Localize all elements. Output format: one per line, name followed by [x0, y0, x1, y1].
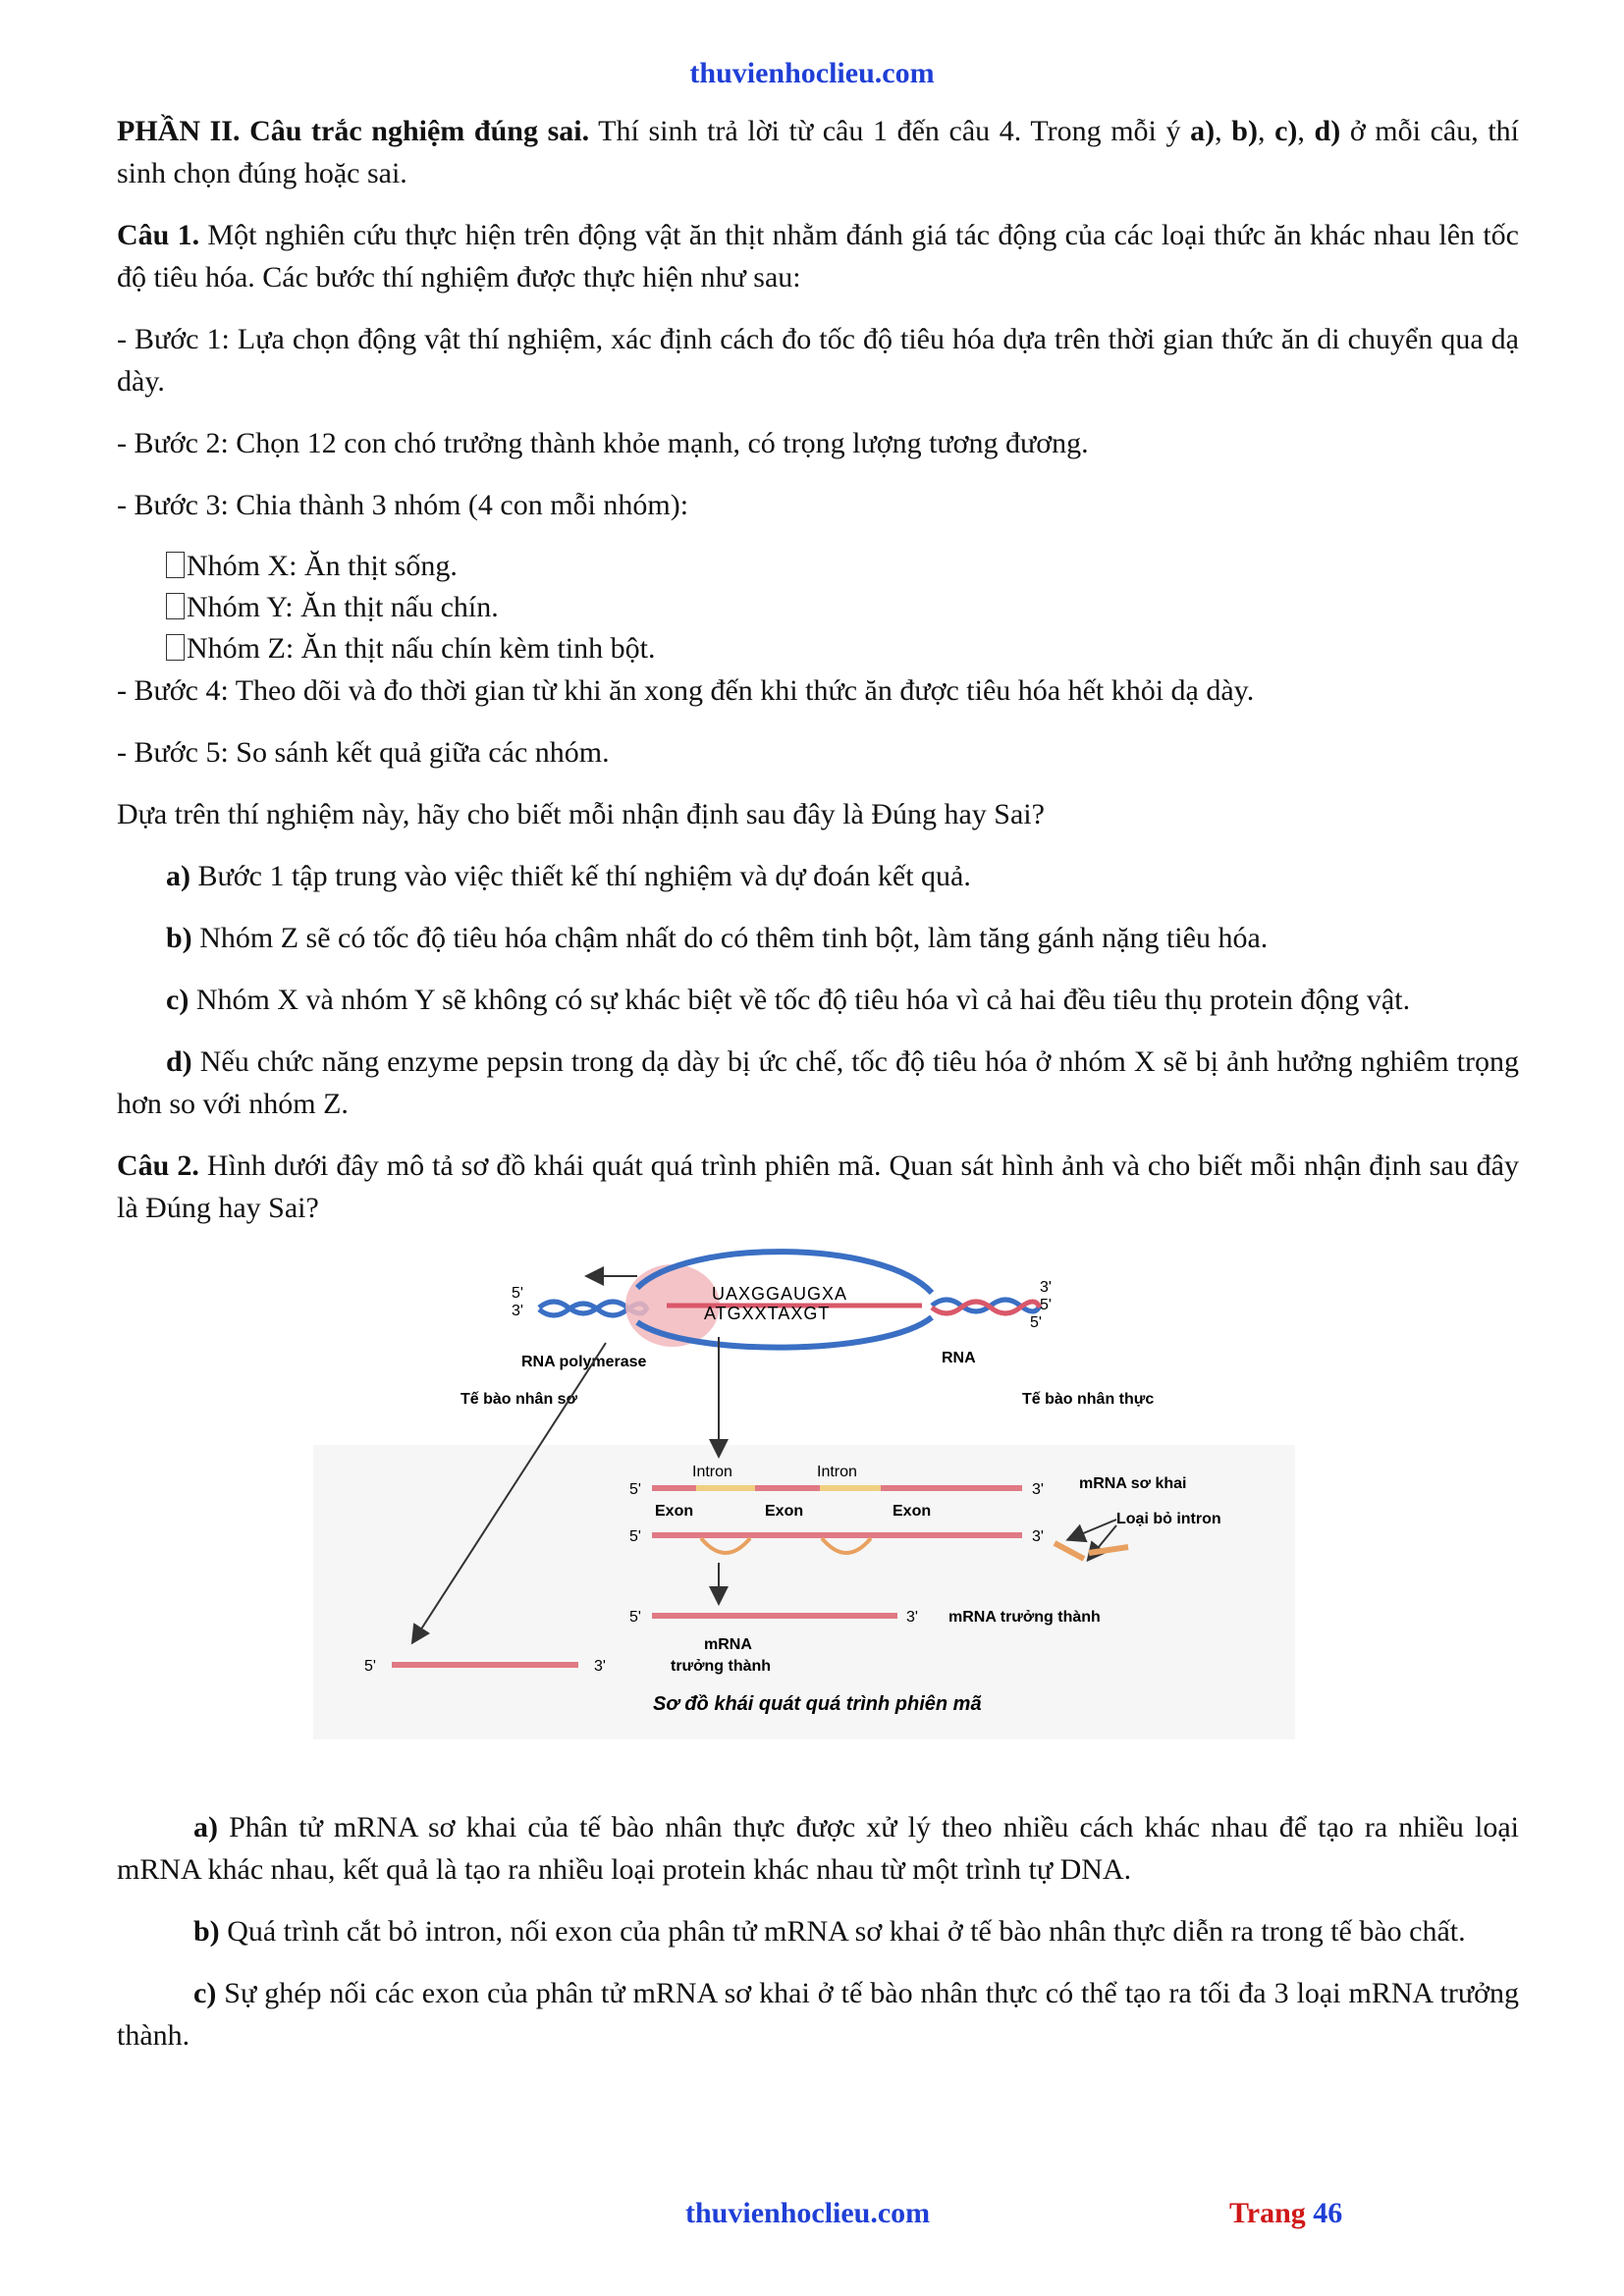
label-prokaryote: Tế bào nhân sơ [460, 1391, 577, 1408]
label-3-prime: 3' [1032, 1481, 1044, 1498]
q1-step4: - Bước 4: Theo dõi và đo thời gian từ khi ăn xong đến khi thức ăn được tiêu hóa hết khỏi dạ dày. [117, 674, 1255, 707]
group-z: Nhóm Z: Ăn thịt nấu chín kèm tinh bột. [117, 628, 1519, 669]
q1-step3: - Bước 3: Chia thành 3 nhóm (4 con mỗi nhóm): [117, 489, 689, 521]
q1-label: Câu 1. [117, 219, 200, 251]
label-5-prime: 5' [364, 1658, 376, 1675]
transcription-diagram-svg [117, 1249, 1519, 1767]
group-x: Nhóm X: Ăn thịt sống. [117, 546, 1519, 587]
label-eukaryote: Tế bào nhân thực [1022, 1391, 1155, 1408]
group-y: Nhóm Y: Ăn thịt nấu chín. [117, 587, 1519, 628]
q1-intro: Câu 1. Một nghiên cứu thực hiện trên động vật ăn thịt nhằm đánh giá tác động của các loại thức ăn khác nhau lên tốc độ tiêu hóa. Các bước thí nghiệm được thực hiện như sau: [117, 219, 1519, 294]
label-exon-2: Exon [765, 1503, 804, 1520]
label-intron-1: Intron [692, 1464, 732, 1480]
q2-option-b: b) Quá trình cắt bỏ intron, nối exon của phân tử mRNA sơ khai ở tế bào nhân thực diễn ra trong tế bào chất. [193, 1915, 1466, 1948]
q1-option-c: c) Nhóm X và nhóm Y sẽ không có sự khác biệt về tốc độ tiêu hóa vì cả hai đều tiêu thụ protein động vật. [166, 984, 1411, 1016]
label-5-prime: 5' [1040, 1297, 1052, 1313]
sequence-top: UAXGGAUGXA [712, 1284, 848, 1304]
page-number: Trang 46 [1229, 2197, 1343, 2229]
q2-option-a: a) Phân tử mRNA sơ khai của tế bào nhân thực được xử lý theo nhiều cách khác nhau để tạo ra nhiều loại mRNA khác nhau, kết quả là tạo ra nhiều loại protein khác nhau từ một trình tự DNA. [117, 1811, 1519, 1886]
q1-groups [117, 546, 1519, 669]
label-exon-1: Exon [655, 1503, 694, 1520]
label-remove-intron: Loại bỏ intron [1116, 1511, 1221, 1527]
label-3-prime: 3' [512, 1303, 523, 1319]
footer-site: thuvienhoclieu.com [685, 2197, 931, 2229]
q2-label: Câu 2. [117, 1149, 199, 1182]
label-rna: RNA [942, 1350, 976, 1366]
label-5-prime: 5' [1030, 1314, 1042, 1331]
label-mature-mrna-l1: mRNA [704, 1636, 752, 1653]
bullet-box-icon [166, 552, 185, 578]
figure-caption: Sơ đồ khái quát quá trình phiên mã [653, 1693, 982, 1715]
sequence-bottom: ATGXXTAXGT [704, 1304, 831, 1323]
header-site: thuvienhoclieu.com [689, 57, 935, 89]
label-rna-polymerase: RNA polymerase [521, 1354, 647, 1370]
q1-prompt: Dựa trên thí nghiệm này, hãy cho biết mỗi nhận định sau đây là Đúng hay Sai? [117, 798, 1045, 830]
label-mature-mrna-eukaryote: mRNA trưởng thành [948, 1609, 1101, 1626]
label-mature-mrna-l2: trưởng thành [671, 1658, 772, 1675]
part-title: PHẦN II. Câu trắc nghiệm đúng sai. [117, 115, 590, 147]
label-pre-mrna: mRNA sơ khai [1079, 1475, 1187, 1492]
label-5-prime: 5' [512, 1285, 523, 1302]
label-5-prime: 5' [629, 1481, 641, 1498]
bullet-box-icon [166, 634, 185, 661]
q1-option-d: d) Nếu chức năng enzyme pepsin trong dạ dày bị ức chế, tốc độ tiêu hóa ở nhóm X sẽ bị ảnh hưởng nghiêm trọng hơn so với nhóm Z. [117, 1045, 1519, 1120]
bullet-box-icon [166, 593, 185, 619]
q1-option-b: b) Nhóm Z sẽ có tốc độ tiêu hóa chậm nhất do có thêm tinh bột, làm tăng gánh nặng tiêu hóa. [166, 922, 1269, 954]
document-body [117, 110, 1519, 2076]
q1-step5: - Bước 5: So sánh kết quả giữa các nhóm. [117, 736, 610, 769]
label-exon-3: Exon [893, 1503, 932, 1520]
label-5-prime: 5' [629, 1528, 641, 1545]
label-3-prime: 3' [1032, 1528, 1044, 1545]
part-header: PHẦN II. Câu trắc nghiệm đúng sai. Thí sinh trả lời từ câu 1 đến câu 4. Trong mỗi ý a), b), c), d) ở mỗi câu, thí sinh chọn đúng hoặc sai. [117, 115, 1520, 189]
label-3-prime: 3' [906, 1609, 918, 1626]
q1-step1: - Bước 1: Lựa chọn động vật thí nghiệm, xác định cách đo tốc độ tiêu hóa dựa trên thời gian thức ăn di chuyển qua dạ dày. [117, 323, 1519, 398]
label-5-prime: 5' [629, 1609, 641, 1626]
q2-option-c: c) Sự ghép nối các exon của phân tử mRNA sơ khai ở tế bào nhân thực có thể tạo ra tối đa 3 loại mRNA trưởng thành. [117, 1977, 1519, 2052]
transcription-diagram [117, 1249, 1519, 1767]
q1-step2: - Bước 2: Chọn 12 con chó trưởng thành khỏe mạnh, có trọng lượng tương đương. [117, 427, 1089, 459]
label-intron-2: Intron [817, 1464, 857, 1480]
q1-option-a: a) Bước 1 tập trung vào việc thiết kế thí nghiệm và dự đoán kết quả. [166, 860, 971, 892]
label-3-prime: 3' [594, 1658, 606, 1675]
q2-intro: Câu 2. Hình dưới đây mô tả sơ đồ khái quát quá trình phiên mã. Quan sát hình ảnh và cho biết mỗi nhận định sau đây là Đúng hay Sai? [117, 1149, 1519, 1224]
label-3-prime: 3' [1040, 1279, 1052, 1296]
